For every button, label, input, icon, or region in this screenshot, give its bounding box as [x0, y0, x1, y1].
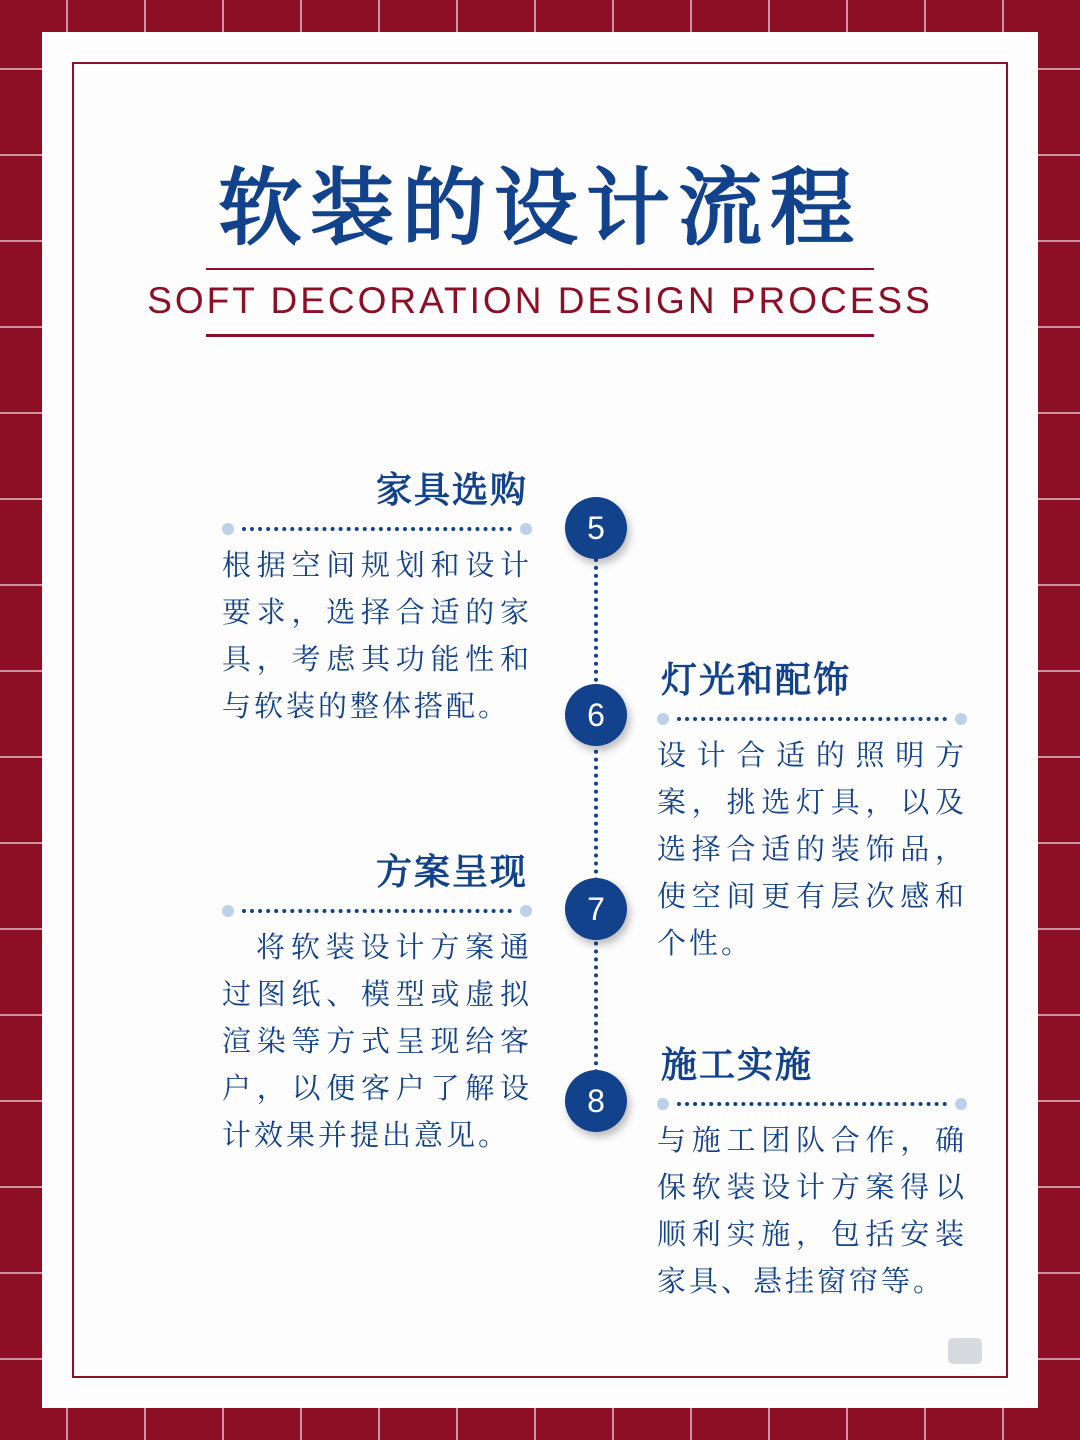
dotted-rule-8	[657, 1098, 967, 1110]
dotted-rule-5	[222, 523, 532, 535]
step-text-5: 根据空间规划和设计要求，选择合适的家具，考虑其功能性和与软装的整体搭配。	[222, 550, 532, 723]
page-title: 软装的设计流程	[217, 161, 862, 255]
step-text-8: 与施工团队合作，确保软装设计方案得以顺利实施，包括安装家具、悬挂窗帘等。	[657, 1125, 967, 1298]
dot-line	[242, 527, 512, 531]
dotted-rule-6	[657, 713, 967, 725]
dot-marker	[955, 1098, 967, 1110]
step-block-5	[222, 462, 532, 731]
title-block	[42, 162, 1038, 337]
step-node-6: 6	[565, 684, 627, 746]
step-heading-7: 方案呈现	[375, 851, 528, 892]
step-heading-8: 施工实施	[661, 1044, 814, 1085]
watermark-logo	[948, 1338, 982, 1364]
step-heading-6: 灯光和配饰	[661, 659, 852, 700]
step-node-8: 8	[565, 1070, 627, 1132]
page-subtitle: SOFT DECORATION DESIGN PROCESS	[147, 280, 933, 322]
timeline-spine	[594, 502, 598, 1122]
dot-marker	[520, 523, 532, 535]
step-heading-5: 家具选购	[375, 469, 528, 510]
dot-marker	[222, 523, 234, 535]
step-text-6: 设计合适的照明方案，挑选灯具，以及选择合适的装饰品，使空间更有层次感和个性。	[657, 740, 967, 960]
dot-marker	[520, 905, 532, 917]
dot-marker	[657, 713, 669, 725]
step-block-7	[222, 844, 532, 1160]
step-block-6	[657, 652, 967, 968]
dot-line	[242, 909, 512, 913]
title-divider-bottom	[206, 334, 874, 337]
step-node-7: 7	[565, 878, 627, 940]
step-block-8	[657, 1037, 967, 1306]
title-divider-top	[206, 268, 874, 270]
step-text-7: 将软装设计方案通过图纸、模型或虚拟渲染等方式呈现给客户，以便客户了解设计效果并提出意见。	[222, 932, 532, 1152]
dot-marker	[955, 713, 967, 725]
dot-marker	[657, 1098, 669, 1110]
content-card	[42, 32, 1038, 1408]
dot-line	[677, 1102, 947, 1106]
process-timeline	[42, 462, 1038, 1362]
dotted-rule-7	[222, 905, 532, 917]
dot-marker	[222, 905, 234, 917]
dot-line	[677, 717, 947, 721]
step-node-5: 5	[565, 497, 627, 559]
